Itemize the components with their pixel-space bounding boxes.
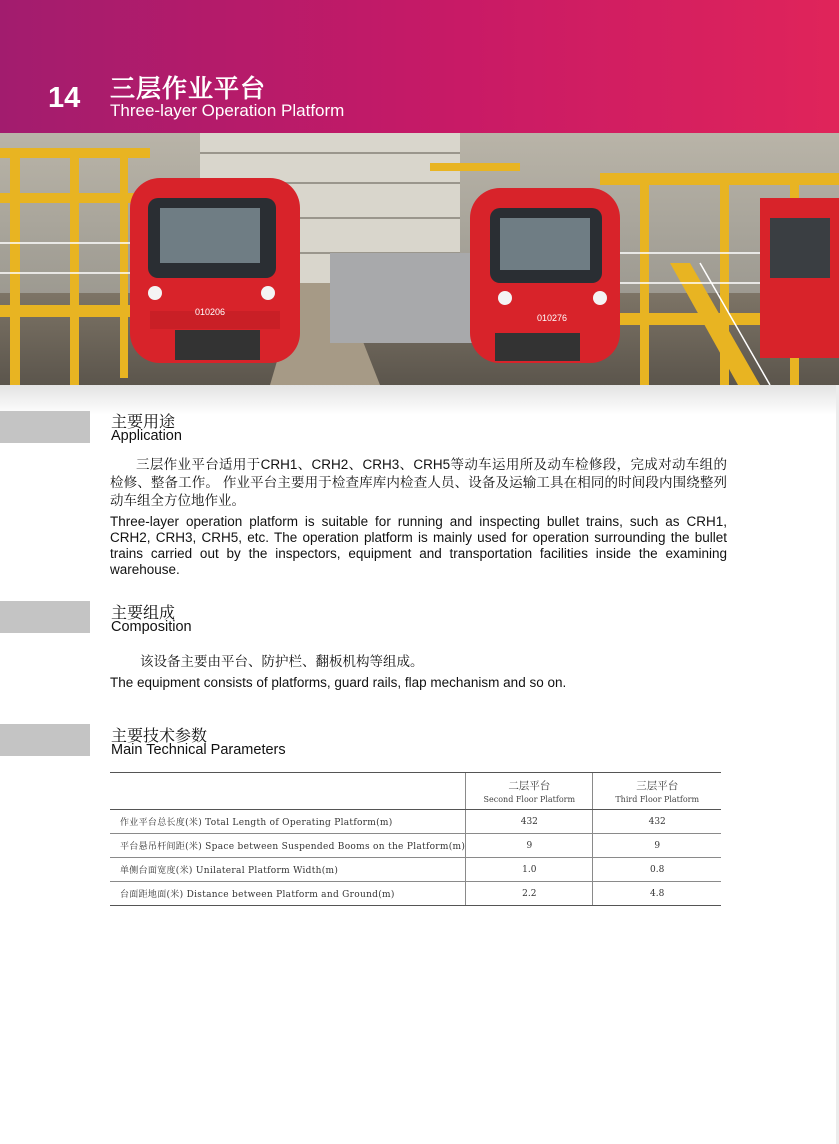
row-value-second: 432 [466, 810, 593, 834]
row-value-second: 9 [466, 834, 593, 858]
row-value-third: 432 [593, 810, 721, 834]
row-label: 作业平台总长度(米) Total Length of Operating Platform(m) [110, 810, 466, 834]
table-header-blank [110, 773, 466, 810]
header-second-en: Second Floor Platform [483, 795, 576, 804]
section-title-composition-cn: 主要组成 [111, 605, 176, 622]
composition-text-cn: 该设备主要由平台、防护栏、翻板机构等组成。 [140, 654, 424, 669]
train-right-number: 010276 [536, 313, 568, 323]
train-depot-photo [0, 133, 839, 385]
table-row [110, 834, 721, 858]
section-title-application-cn: 主要用途 [111, 414, 176, 431]
section-marker-parameters [0, 724, 90, 756]
table-header-second-floor [466, 773, 593, 810]
section-marker-composition [0, 601, 90, 633]
row-value-second: 2.2 [466, 882, 593, 906]
page-title-chinese: 三层作业平台 [110, 75, 267, 103]
section-title-parameters-cn: 主要技术参数 [111, 728, 208, 745]
table-row [110, 882, 721, 906]
row-label: 单侧台面宽度(米) Unilateral Platform Width(m) [110, 858, 466, 882]
table-row [110, 858, 721, 882]
section-title-parameters-en: Main Technical Parameters [111, 742, 286, 758]
header-third-cn: 三层平台 [636, 780, 679, 792]
section-title-composition-en: Composition [111, 619, 192, 635]
technical-parameters-table [110, 772, 721, 906]
application-text-en: Three-layer operation platform is suitable for running and inspecting bullet trains, such as CRH1, CRH2, CRH3, CRH5, etc. The operation platform is mainly used for operation surrounding the bullet trains carried out by the inspectors, equipment and transportation facilities inside the examining warehouse. [110, 514, 727, 577]
row-value-third: 4.8 [593, 882, 721, 906]
row-value-second: 1.0 [466, 858, 593, 882]
section-marker-application [0, 411, 90, 443]
application-text-cn: 三层作业平台适用于CRH1、CRH2、CRH3、CRH5等动车运用所及动车检修段，完成对动车组的检修、整备工作。 作业平台主要用于检查库库内检查人员、设备及运输工具在相同的时间段内围绕整列动车组全方位地作业。 [110, 457, 727, 508]
page-title-english: Three-layer Operation Platform [110, 101, 345, 120]
page-number: 14 [48, 82, 81, 114]
row-value-third: 0.8 [593, 858, 721, 882]
page-header-banner [0, 0, 839, 133]
table-header-third-floor [593, 773, 721, 810]
header-second-cn: 二层平台 [508, 780, 551, 792]
row-value-third: 9 [593, 834, 721, 858]
section-title-application-en: Application [111, 428, 182, 444]
train-left-number: 010206 [194, 307, 226, 317]
row-label: 台面距地面(米) Distance between Platform and Ground(m) [110, 882, 466, 906]
row-label: 平台悬吊杆间距(米) Space between Suspended Booms on the Platform(m) [110, 834, 466, 858]
header-third-en: Third Floor Platform [615, 795, 700, 804]
composition-text-en: The equipment consists of platforms, guard rails, flap mechanism and so on. [110, 675, 567, 690]
table-row [110, 810, 721, 834]
table-header-row [110, 773, 721, 810]
